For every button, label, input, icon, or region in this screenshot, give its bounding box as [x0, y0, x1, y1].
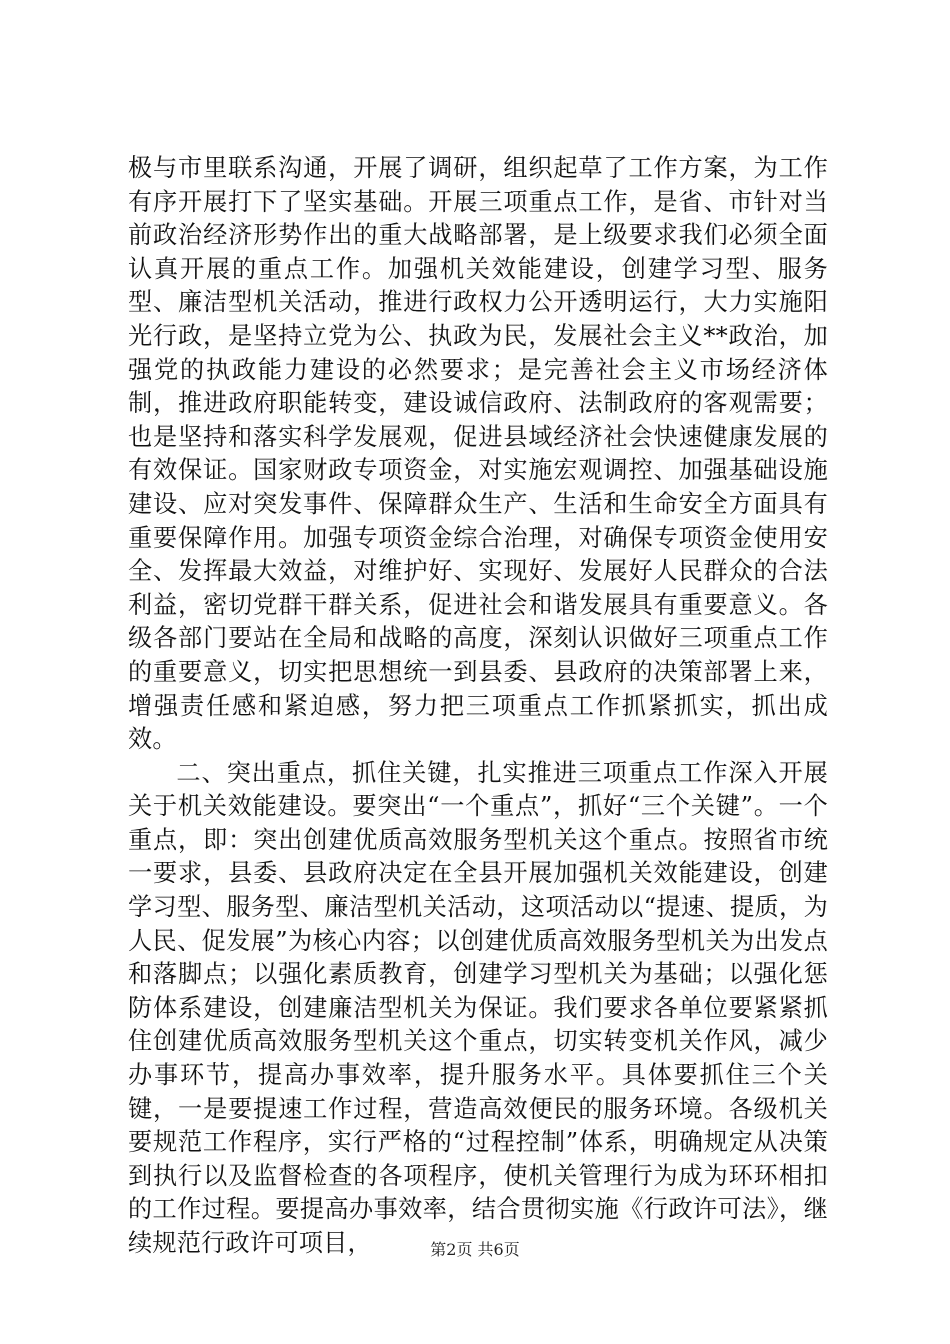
paragraph-section-two: 二、突出重点，抓住关键，扎实推进三项重点工作深入开展关于机关效能建设。要突出“一个重点”，抓好“三个关键”。一个重点，即：突出创建优质高效服务型机关这个重点。按照省市统一要求，县委、县政府决定在全县开展加强机关效能建设，创建学习型、服务型、廉洁型机关活动，这项活动以“提速、提质，为人民、促发展”为核心内容；以创建优质高效服务型机关为出发点和落脚点；以强化素质教育，创建学习型机关为基础；以强化惩防体系建设，创建廉洁型机关为保证。我们要求各单位要紧紧抓住创建优质高效服务型机关这个重点，切实转变机关作风，减少办事环节，提高办事效率，提升服务水平。具体要抓住三个关键，一是要提速工作过程，营造高效便民的服务环境。各级机关要规范工作程序，实行严格的“过程控制”体系，明确规定从决策到执行以及监督检查的各项程序，使机关管理行为成为环环相扣的工作过程。要提高办事效率，结合贯彻实施《行政许可法》，继续规范行政许可项目， [128, 758, 828, 1257]
page-footer [0, 1240, 950, 1260]
document-body [128, 152, 828, 1261]
page-number: 第2页 共6页 [430, 1240, 520, 1259]
paragraph-continuation: 极与市里联系沟通，开展了调研，组织起草了工作方案，为工作有序开展打下了坚实基础。开展三项重点工作，是省、市针对当前政治经济形势作出的重大战略部署，是上级要求我们必须全面认真开展的重点工作。加强机关效能建设，创建学习型、服务型、廉洁型机关活动，推进行政权力公开透明运行，大力实施阳光行政，是坚持立党为公、执政为民，发展社会主义**政治，加强党的执政能力建设的必然要求；是完善社会主义市场经济体制，推进政府职能转变，建设诚信政府、法制政府的客观需要；也是坚持和落实科学发展观，促进县域经济社会快速健康发展的有效保证。国家财政专项资金，对实施宏观调控、加强基础设施建设、应对突发事件、保障群众生产、生活和生命安全方面具有重要保障作用。加强专项资金综合治理，对确保专项资金使用安全、发挥最大效益，对维护好、实现好、发展好人民群众的合法利益，密切党群干群关系，促进社会和谐发展具有重要意义。各级各部门要站在全局和战略的高度，深刻认识做好三项重点工作的重要意义，切实把思想统一到县委、县政府的决策部署上来，增强责任感和紧迫感，努力把三项重点工作抓紧抓实，抓出成效。 [128, 154, 828, 754]
